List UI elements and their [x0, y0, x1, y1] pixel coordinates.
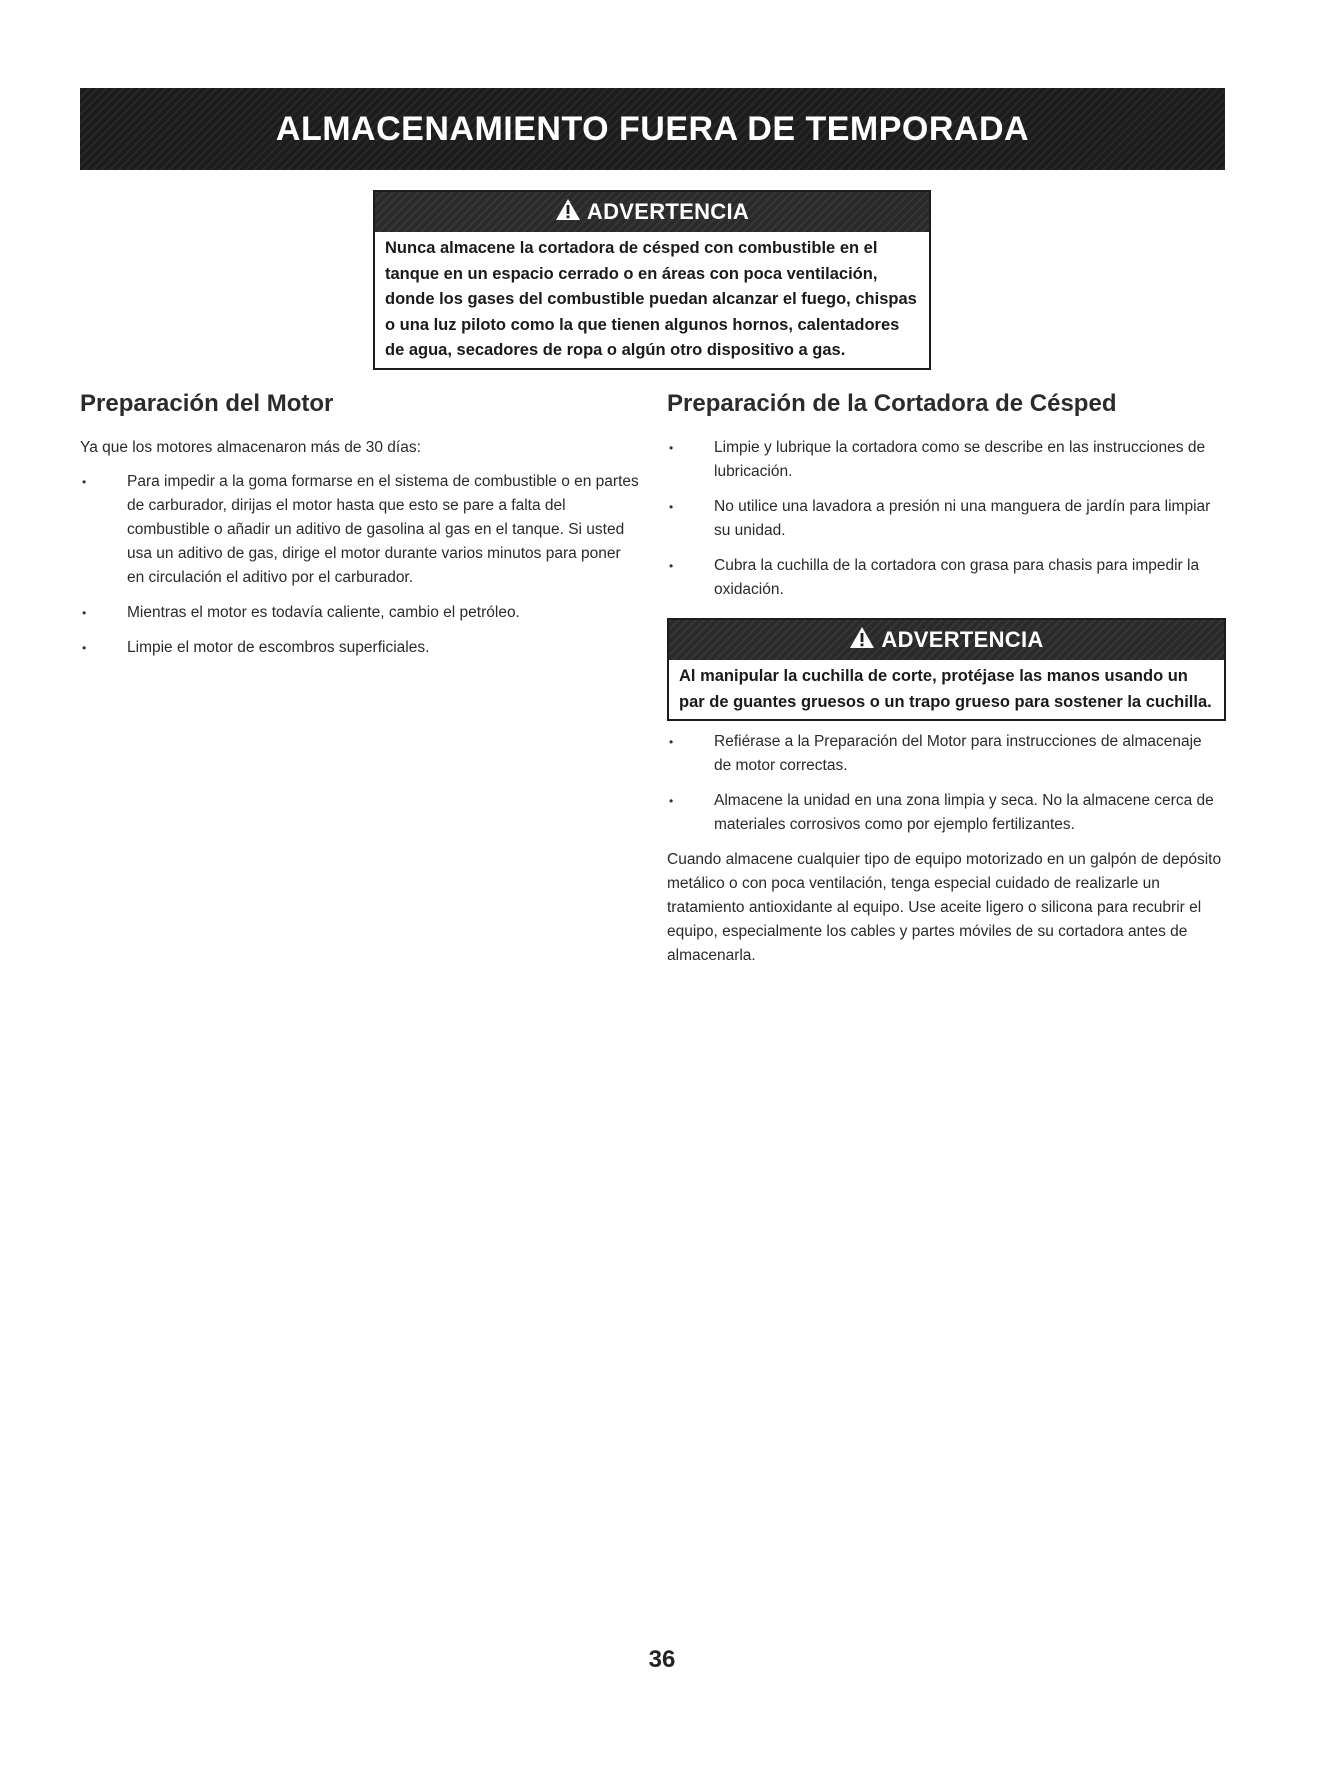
heading-mower-prep: Preparación de la Cortadora de Césped — [667, 390, 1117, 417]
motor-prep-section — [80, 436, 640, 671]
warning-header — [669, 620, 1224, 660]
list-item: • Cubra la cuchilla de la cortadora con grasa para chasis para impedir la oxidación. — [667, 554, 1222, 602]
mower-prep-section-continued — [667, 730, 1222, 978]
list-item: • No utilice una lavadora a presión ni una manguera de jardín para limpiar su unidad. — [667, 495, 1222, 543]
list-item: • Almacene la unidad en una zona limpia y seca. No la almacene cerca de materiales corrosivos como por ejemplo fertilizantes. — [667, 789, 1222, 837]
section-banner — [80, 88, 1225, 170]
motor-prep-list — [80, 470, 640, 660]
list-item: • Limpie el motor de escombros superficiales. — [80, 636, 640, 660]
list-item: • Limpie y lubrique la cortadora como se describe en las instrucciones de lubricación. — [667, 436, 1222, 484]
closing-paragraph: Cuando almacene cualquier tipo de equipo motorizado en un galpón de depósito metálico o con poca ventilación, tenga especial cuidado de realizarle un tratamiento antioxidante al equipo. Use aceite ligero o silicona para recubrir el equipo, especialmente los cables y partes móviles de su cortadora antes de almacenarla. — [667, 851, 1222, 964]
mower-prep-section — [667, 436, 1222, 613]
warning-title: ADVERTENCIA — [586, 199, 750, 224]
list-item: • Mientras el motor es todavía caliente, cambio el petróleo. — [80, 601, 640, 625]
mower-prep-list-continued — [667, 730, 1222, 837]
list-item: • Para impedir a la goma formarse en el sistema de combustible o en partes de carburador, dirijas el motor hasta que esto se pare a falta del combustible o añadir un aditivo de gasolina al gas en el tanque. Si usted usa un aditivo de gas, dirige el motor durante varios minutos para poner en circulación el aditivo por el carburador. — [80, 470, 640, 590]
warning-box-storage — [373, 190, 931, 370]
banner-title: ALMACENAMIENTO FUERA DE TEMPORADA — [275, 109, 1030, 148]
motor-prep-intro: Ya que los motores almacenaron más de 30 días: — [80, 439, 421, 456]
warning-box-blade — [667, 618, 1226, 721]
page-number: 36 — [648, 1646, 676, 1673]
warning-triangle-icon — [849, 626, 875, 654]
heading-motor-prep: Preparación del Motor — [80, 390, 334, 417]
warning-header — [375, 192, 929, 232]
warning-title: ADVERTENCIA — [881, 627, 1044, 652]
warning-text: Nunca almacene la cortadora de césped con combustible en el tanque en un espacio cerrado o en áreas con poca ventilación, donde los gases del combustible puedan alcanzar el fuego, chispas o una luz piloto como la que tienen algunos hornos, calentadores de agua, secadores de ropa o algún otro dispositivo a gas. — [385, 239, 917, 359]
warning-text: Al manipular la cuchilla de corte, protéjase las manos usando un par de guantes gruesos o un trapo grueso para sostener la cuchilla. — [679, 667, 1212, 711]
warning-triangle-icon — [555, 198, 581, 226]
mower-prep-list — [667, 436, 1222, 602]
list-item: • Refiérase a la Preparación del Motor para instrucciones de almacenaje de motor correctas. — [667, 730, 1222, 778]
